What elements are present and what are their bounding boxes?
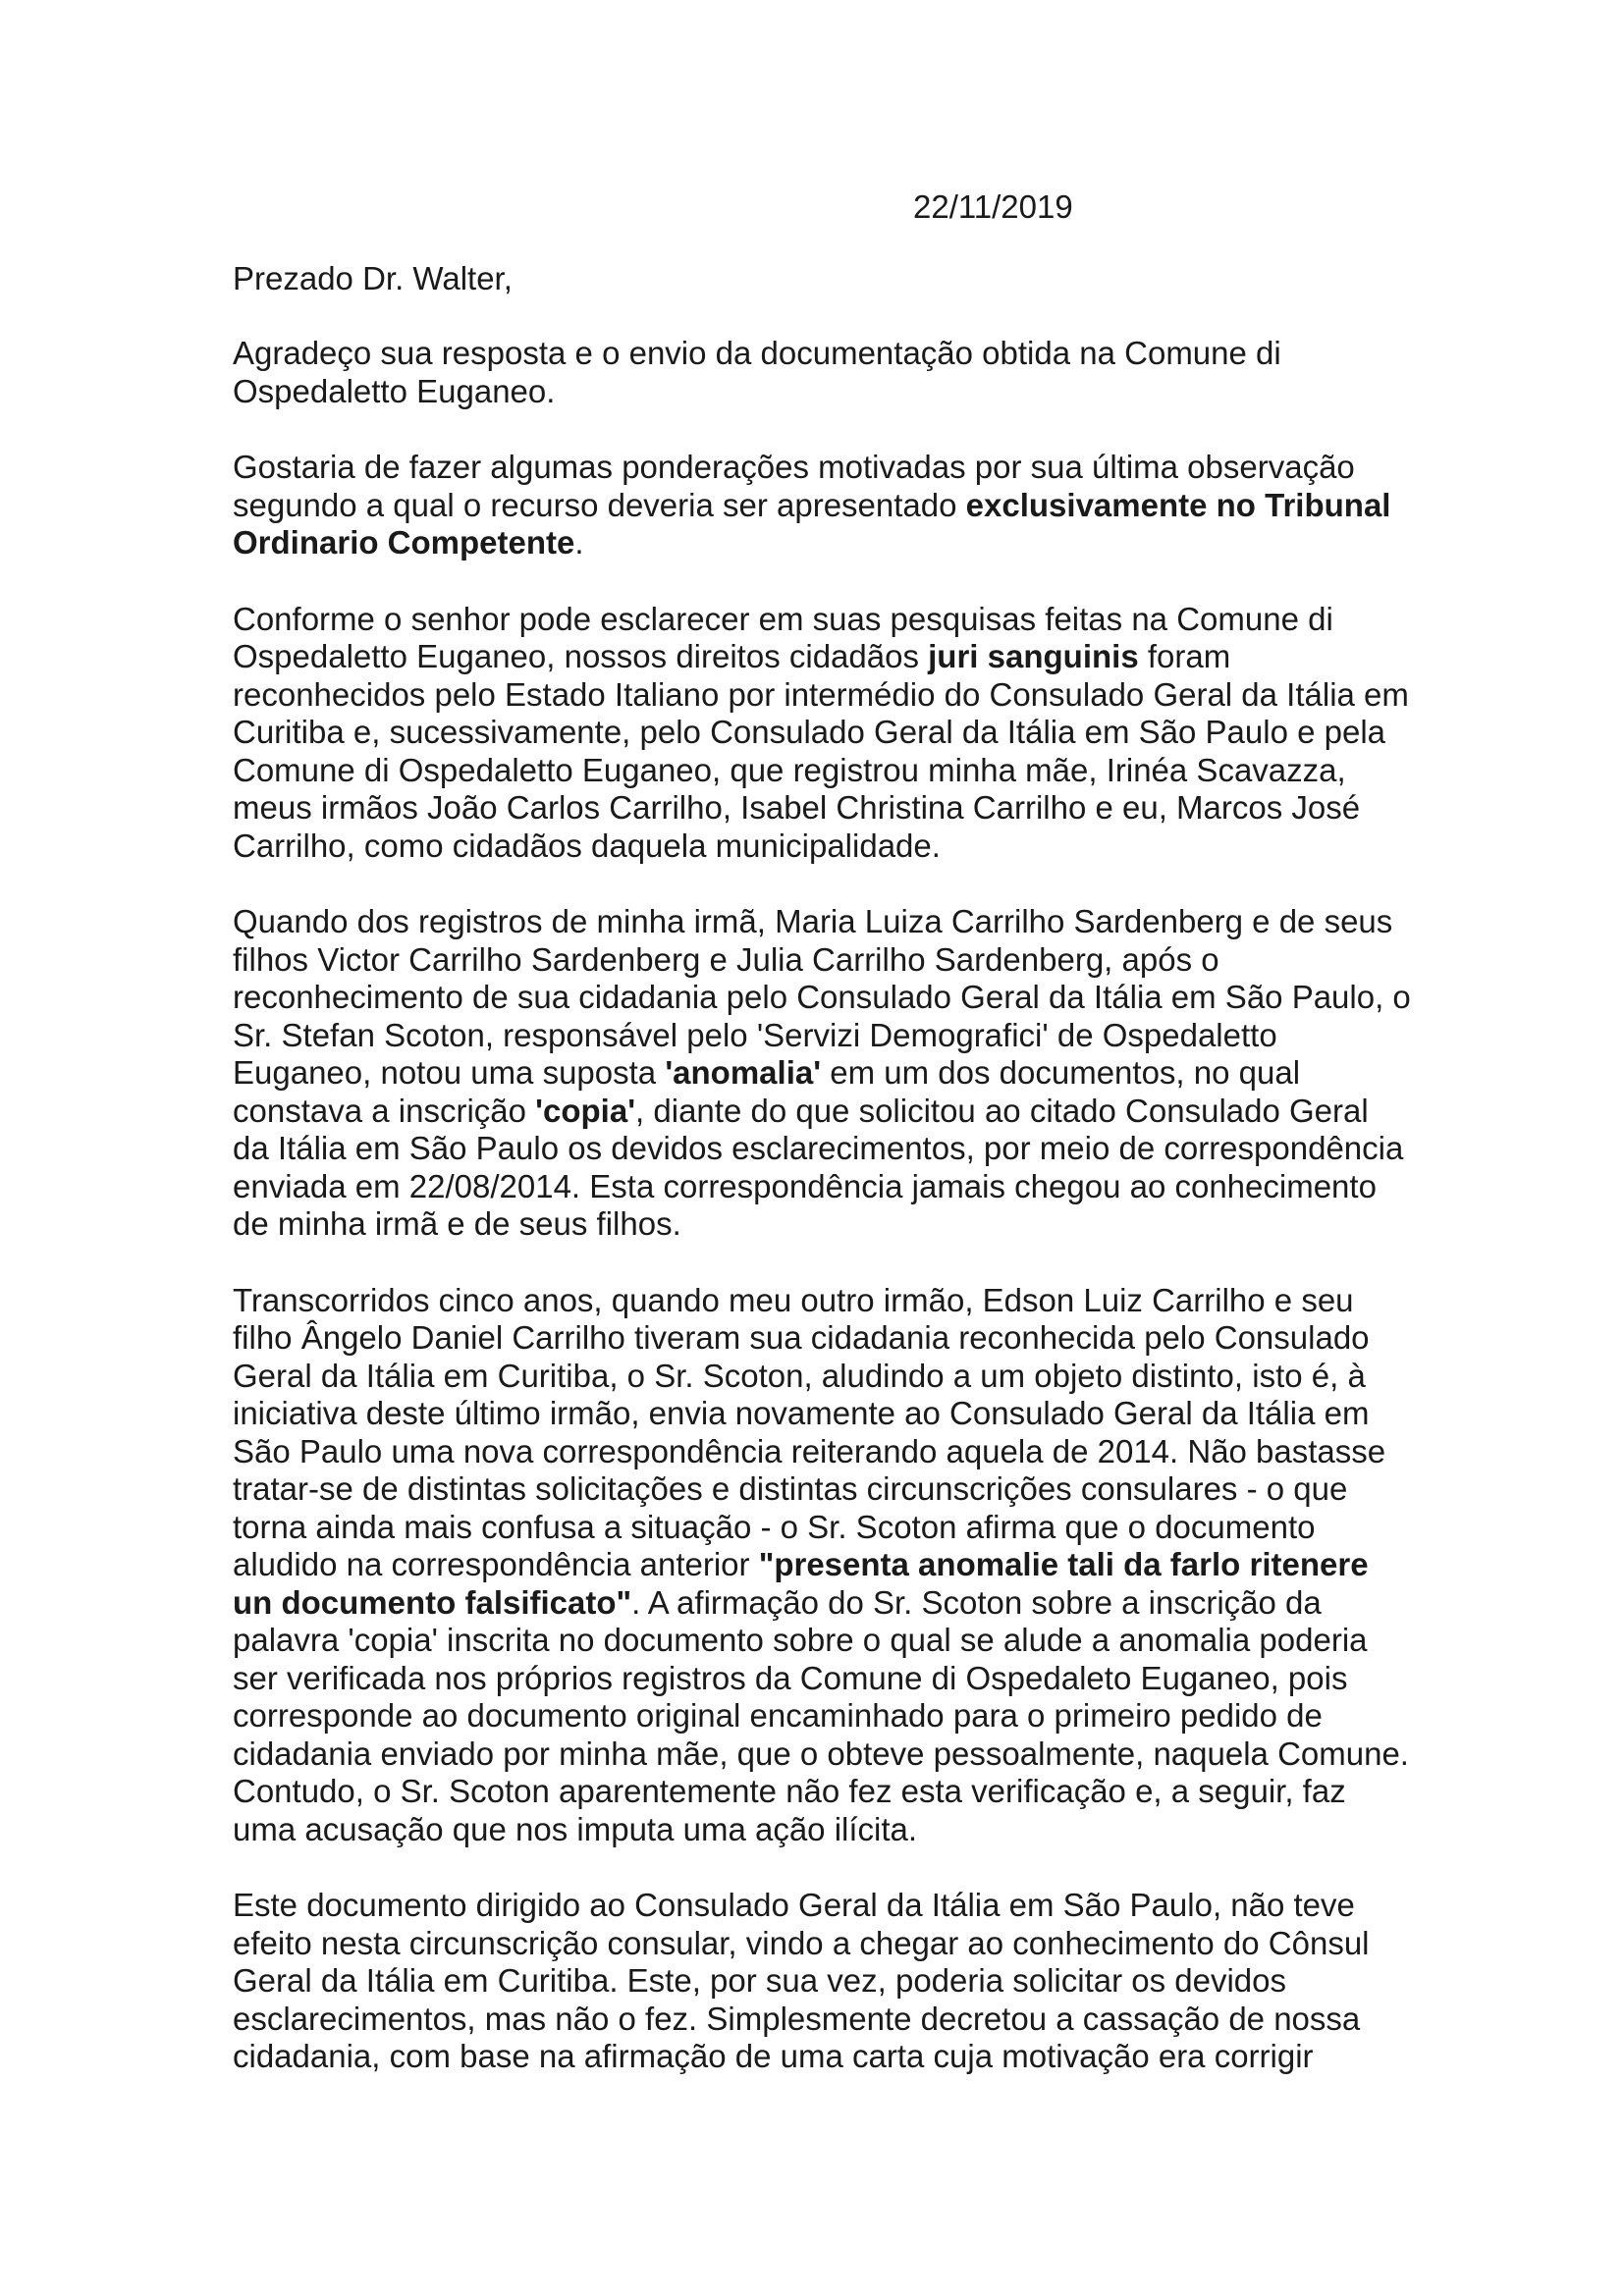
- body-text: . A afirmação do Sr. Scoton sobre a inscrição da palavra 'copia' inscrita no documento sobre o qual se alude a anomalia poderia ser verificada nos próprios registros da Comune di Ospedaleto Euganeo, pois corresponde ao documento original encaminhado para o primeiro pedido de cidadania enviado por minha mãe, que o obteve pessoalmente, naquela Comune. Contudo, o Sr. Scoton aparentemente não fez esta verificação e, a seguir, faz uma acusação que nos imputa uma ação ilícita.: [233, 1583, 1409, 1847]
- emphasis-text: 'copia': [535, 1092, 636, 1129]
- body-text: Transcorridos cinco anos, quando meu outro irmão, Edson Luiz Carrilho e seu filho Ângelo Daniel Carrilho tiveram sua cidadania reconhecida pelo Consulado Geral da Itália em Curitiba, o Sr. Scoton, aludindo a um objeto distinto, isto é, à iniciativa deste último irmão, envia novamente ao Consulado Geral da Itália em São Paulo uma nova correspondência reiterando aquela de 2014. Não bastasse tratar-se de distintas solicitações e distintas circunscrições consulares - o que torna ainda mais confusa a situação - o Sr. Scoton afirma que o documento aludido na correspondência anterior: [233, 1281, 1386, 1582]
- paragraph-2: [233, 449, 1411, 562]
- body-text: .: [574, 524, 584, 561]
- paragraph-4: [233, 903, 1411, 1244]
- letter-date: 22/11/2019: [913, 188, 1073, 225]
- body-text: , diante do que solicitou ao citado Consulado Geral da Itália em São Paulo os devidos esclarecimentos, por meio de correspondência enviada em 22/08/2014. Esta correspondência jamais chegou ao conhecimento de minha irmã e de seus filhos.: [233, 1092, 1404, 1242]
- body-text: Gostaria de fazer algumas ponderações motivadas por sua última observação segundo a qual o recurso deveria ser apresentado: [233, 449, 1355, 523]
- paragraph-5: [233, 1282, 1411, 1849]
- body-text: foram reconhecidos pelo Estado Italiano por intermédio do Consulado Geral da Itália em Curitiba e, sucessivamente, pelo Consulado Geral da Itália em São Paulo e pela Comune di Ospedaletto Euganeo, que registrou minha mãe, Irinéa Scavazza, meus irmãos João Carlos Carrilho, Isabel Christina Carrilho e eu, Marcos José Carrilho, como cidadãos daquela municipalidade.: [233, 638, 1409, 864]
- paragraph-1: [233, 335, 1411, 410]
- emphasis-text: exclusivamente no Tribunal Ordinario Competente: [233, 486, 1391, 561]
- letter-body: [233, 188, 1411, 2076]
- paragraph-6: [233, 1887, 1411, 2076]
- paragraph-3: [233, 601, 1411, 866]
- letter-paragraphs: [233, 335, 1411, 2076]
- body-text: Quando dos registros de minha irmã, Maria Luiza Carrilho Sardenberg e de seus filhos Victor Carrilho Sardenberg e Julia Carrilho Sardenberg, após o reconhecimento de sua cidadania pelo Consulado Geral da Itália em São Paulo, o Sr. Stefan Scoton, responsável pelo 'Servizi Demografici' de Ospedaletto Euganeo, notou uma suposta: [233, 903, 1411, 1091]
- body-text: em um dos documentos, no qual constava a inscrição: [233, 1054, 1301, 1129]
- emphasis-text: 'anomalia': [665, 1054, 822, 1091]
- body-text: Conforme o senhor pode esclarecer em suas pesquisas feitas na Comune di Ospedaletto Euganeo, nossos direitos cidadãos: [233, 600, 1333, 674]
- body-text: Agradeço sua resposta e o envio da documentação obtida na Comune di Ospedaletto Euganeo.: [233, 335, 1281, 409]
- emphasis-text: "presenta anomalie tali da farlo ritenere un documento falsificato": [233, 1546, 1369, 1621]
- emphasis-text: juri sanguinis: [928, 638, 1139, 674]
- salutation: Prezado Dr. Walter,: [233, 259, 513, 296]
- body-text: Este documento dirigido ao Consulado Geral da Itália em São Paulo, não teve efeito nesta circunscrição consular, vindo a chegar ao conhecimento do Cônsul Geral da Itália em Curitiba. Este, por sua vez, poderia solicitar os devidos esclarecimentos, mas não o fez. Simplesmente decretou a cassação de nossa cidadania, com base na afirmação de uma carta cuja motivação era corrigir: [233, 1887, 1370, 2074]
